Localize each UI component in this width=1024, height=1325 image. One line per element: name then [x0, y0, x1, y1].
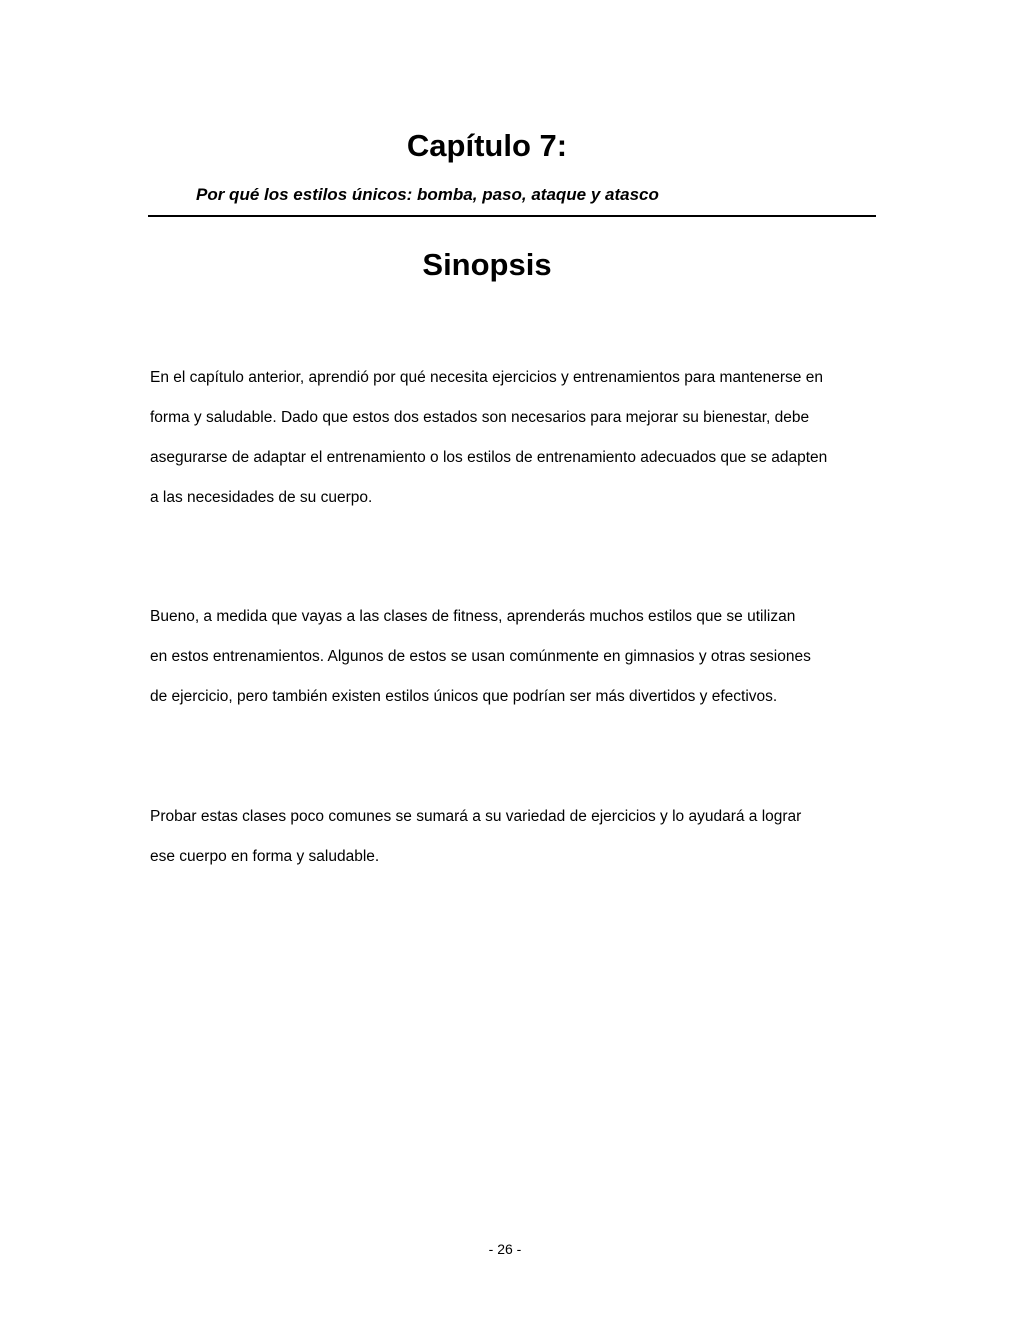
paragraph-1: [150, 358, 827, 518]
paragraph-line: ese cuerpo en forma y saludable.: [150, 848, 380, 865]
paragraph-line: en estos entrenamientos. Algunos de estos se usan comúnmente en gimnasios y otras sesiones: [150, 648, 811, 665]
paragraph-line: forma y saludable. Dado que estos dos estados son necesarios para mejorar su bienestar, debe: [150, 409, 810, 426]
paragraph-line: Bueno, a medida que vayas a las clases de fitness, aprenderás muchos estilos que se utilizan: [150, 608, 796, 625]
paragraph-3: [150, 797, 801, 877]
section-title: Sinopsis: [422, 247, 552, 282]
paragraph-2: [150, 597, 811, 717]
paragraph-line: asegurarse de adaptar el entrenamiento o los estilos de entrenamiento adecuados que se adapten: [150, 449, 828, 466]
paragraph-line: de ejercicio, pero también existen estilos únicos que podrían ser más divertidos y efectivos.: [150, 688, 778, 705]
paragraph-line: En el capítulo anterior, aprendió por qué necesita ejercicios y entrenamientos para mantenerse en: [150, 369, 823, 386]
chapter-title: Capítulo 7:: [406, 128, 568, 163]
chapter-subtitle: Por qué los estilos únicos: bomba, paso, ataque y atasco: [196, 185, 659, 204]
title-divider: [148, 215, 876, 217]
page-number: - 26 -: [488, 1241, 522, 1257]
paragraph-line: a las necesidades de su cuerpo.: [150, 489, 373, 506]
paragraph-line: Probar estas clases poco comunes se sumará a su variedad de ejercicios y lo ayudará a lograr: [150, 808, 802, 825]
